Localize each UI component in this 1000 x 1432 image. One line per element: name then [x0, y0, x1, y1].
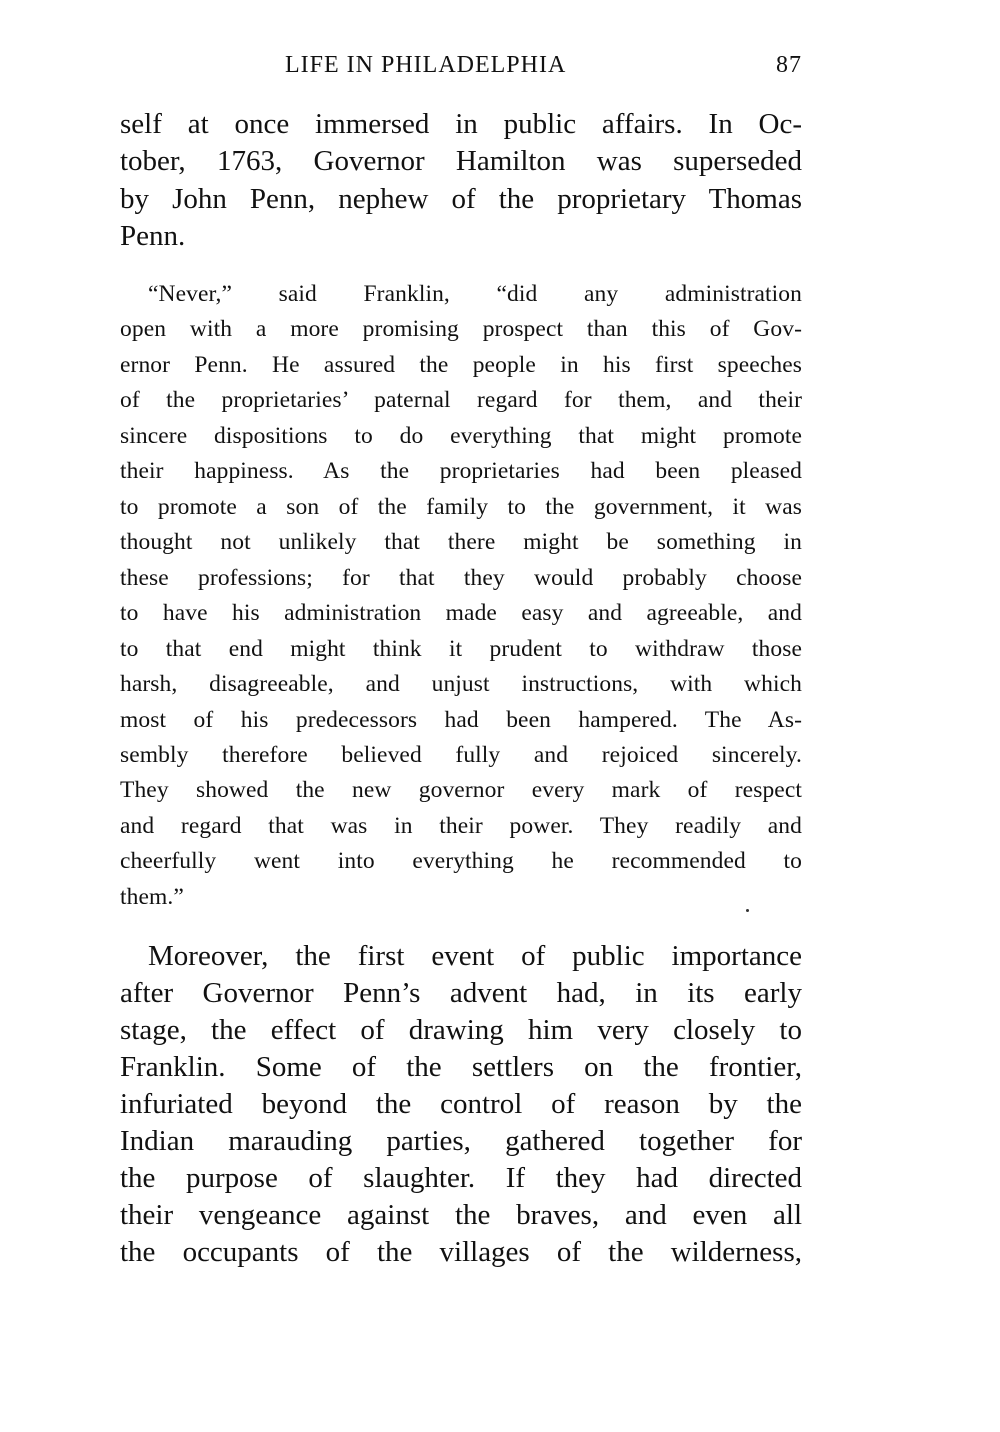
text-line: thought not unlikely that there might be something in [120, 529, 802, 555]
text-line: to have his administration made easy and agreeable, and [120, 600, 802, 626]
text-line: self at once immersed in public affairs. In Oc- [120, 108, 802, 140]
text-line: harsh, disagreeable, and unjust instructions, with which [120, 671, 802, 697]
text-line: They showed the new governor every mark of respect [120, 777, 802, 803]
text-line: of the proprietaries’ paternal regard for them, and their [120, 387, 802, 413]
text-line: Moreover, the first event of public importance [148, 940, 802, 972]
text-line: open with a more promising prospect than this of Gov- [120, 316, 802, 342]
text-line: them.” [120, 884, 184, 910]
text-line: and regard that was in their power. They readily and [120, 813, 802, 839]
text-line: after Governor Penn’s advent had, in its early [120, 977, 802, 1009]
text-line: most of his predecessors had been hampered. The As- [120, 707, 802, 733]
text-line: to that end might think it prudent to withdraw those [120, 636, 802, 662]
text-line: tober, 1763, Governor Hamilton was superseded [120, 145, 802, 177]
text-line: sembly therefore believed fully and rejoiced sincerely. [120, 742, 802, 768]
text-line: Penn. [120, 220, 186, 252]
text-line: by John Penn, nephew of the proprietary Thomas [120, 183, 802, 215]
text-line: cheerfully went into everything he recommended to [120, 848, 802, 874]
text-line: Indian marauding parties, gathered together for [120, 1125, 802, 1157]
text-line: the occupants of the villages of the wilderness, [120, 1236, 802, 1268]
running-head [120, 52, 802, 86]
text-line: “Never,” said Franklin, “did any administration [148, 281, 802, 307]
text-line: their happiness. As the proprietaries had been pleased [120, 458, 802, 484]
page-number: 87 [776, 52, 802, 78]
text-line: the purpose of slaughter. If they had directed [120, 1162, 802, 1194]
text-line: Franklin. Some of the settlers on the frontier, [120, 1051, 802, 1083]
text-line: their vengeance against the braves, and even all [120, 1199, 802, 1231]
text-line: infuriated beyond the control of reason by the [120, 1088, 802, 1120]
text-line: ernor Penn. He assured the people in his first speeches [120, 352, 802, 378]
running-head-title: LIFE IN PHILADELPHIA [285, 52, 567, 78]
text-line: sincere dispositions to do everything that might promote [120, 423, 802, 449]
text-line: stage, the effect of drawing him very closely to [120, 1014, 802, 1046]
text-line: these professions; for that they would probably choose [120, 565, 802, 591]
scan-speck [746, 909, 749, 912]
text-line: to promote a son of the family to the government, it was [120, 494, 802, 520]
